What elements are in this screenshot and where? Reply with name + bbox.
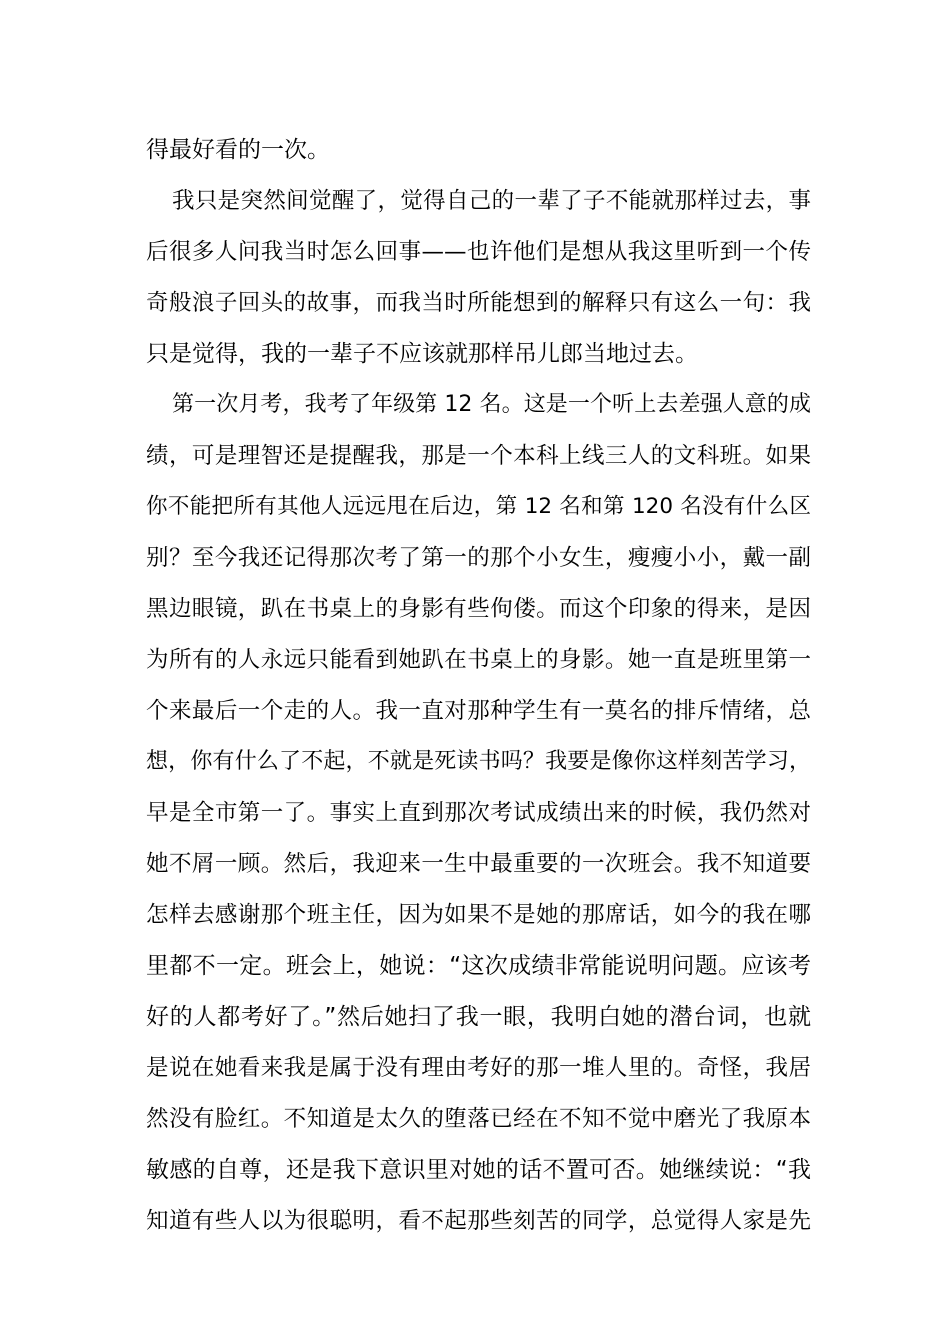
text-line: 知道有些人以为很聪明，看不起那些刻苦的同学，总觉得人家是先 xyxy=(146,1208,811,1234)
text-line: 你不能把所有其他人远远甩在后边，第 12 名和第 120 名没有什么区 xyxy=(146,494,811,519)
text-line: 是说在她看来我是属于没有理由考好的那一堆人里的。奇怪，我居 xyxy=(146,1055,811,1081)
text-line: 别？至今我还记得那次考了第一的那个小女生，瘦瘦小小，戴一副 xyxy=(146,545,811,571)
text-line: 想，你有什么了不起，不就是死读书吗？我要是像你这样刻苦学习， xyxy=(146,749,811,774)
text-line: 后很多人问我当时怎么回事——也许他们是想从我这里听到一个传 xyxy=(146,239,811,265)
text-line: 奇般浪子回头的故事，而我当时所能想到的解释只有这么一句：我 xyxy=(146,290,811,316)
text-line: 她不屑一顾。然后，我迎来一生中最重要的一次班会。我不知道要 xyxy=(146,851,811,877)
text-line: 黑边眼镜，趴在书桌上的身影有些佝偻。而这个印象的得来，是因 xyxy=(146,596,811,622)
text-line: 为所有的人永远只能看到她趴在书桌上的身影。她一直是班里第一 xyxy=(146,647,811,673)
text-line: 得最好看的一次。 xyxy=(146,137,330,163)
text-line: 敏感的自尊，还是我下意识里对她的话不置可否。她继续说：“我 xyxy=(146,1157,811,1183)
text-line: 怎样去感谢那个班主任，因为如果不是她的那席话，如今的我在哪 xyxy=(146,902,811,928)
text-line: 第一次月考，我考了年级第 12 名。这是一个听上去差强人意的成 xyxy=(172,392,811,417)
text-line: 里都不一定。班会上，她说：“这次成绩非常能说明问题。应该考 xyxy=(146,953,811,979)
text-line: 我只是突然间觉醒了，觉得自己的一辈了子不能就那样过去，事 xyxy=(172,188,811,214)
text-line: 早是全市第一了。事实上直到那次考试成绩出来的时候，我仍然对 xyxy=(146,800,811,826)
text-line: 绩，可是理智还是提醒我，那是一个本科上线三人的文科班。如果 xyxy=(146,443,811,469)
text-line: 然没有脸红。不知道是太久的堕落已经在不知不觉中磨光了我原本 xyxy=(146,1106,811,1132)
text-line: 个来最后一个走的人。我一直对那种学生有一莫名的排斥情绪，总 xyxy=(146,698,811,724)
text-line: 只是觉得，我的一辈子不应该就那样吊儿郎当地过去。 xyxy=(146,341,698,367)
text-line: 好的人都考好了。”然后她扫了我一眼，我明白她的潜台词，也就 xyxy=(146,1004,811,1030)
